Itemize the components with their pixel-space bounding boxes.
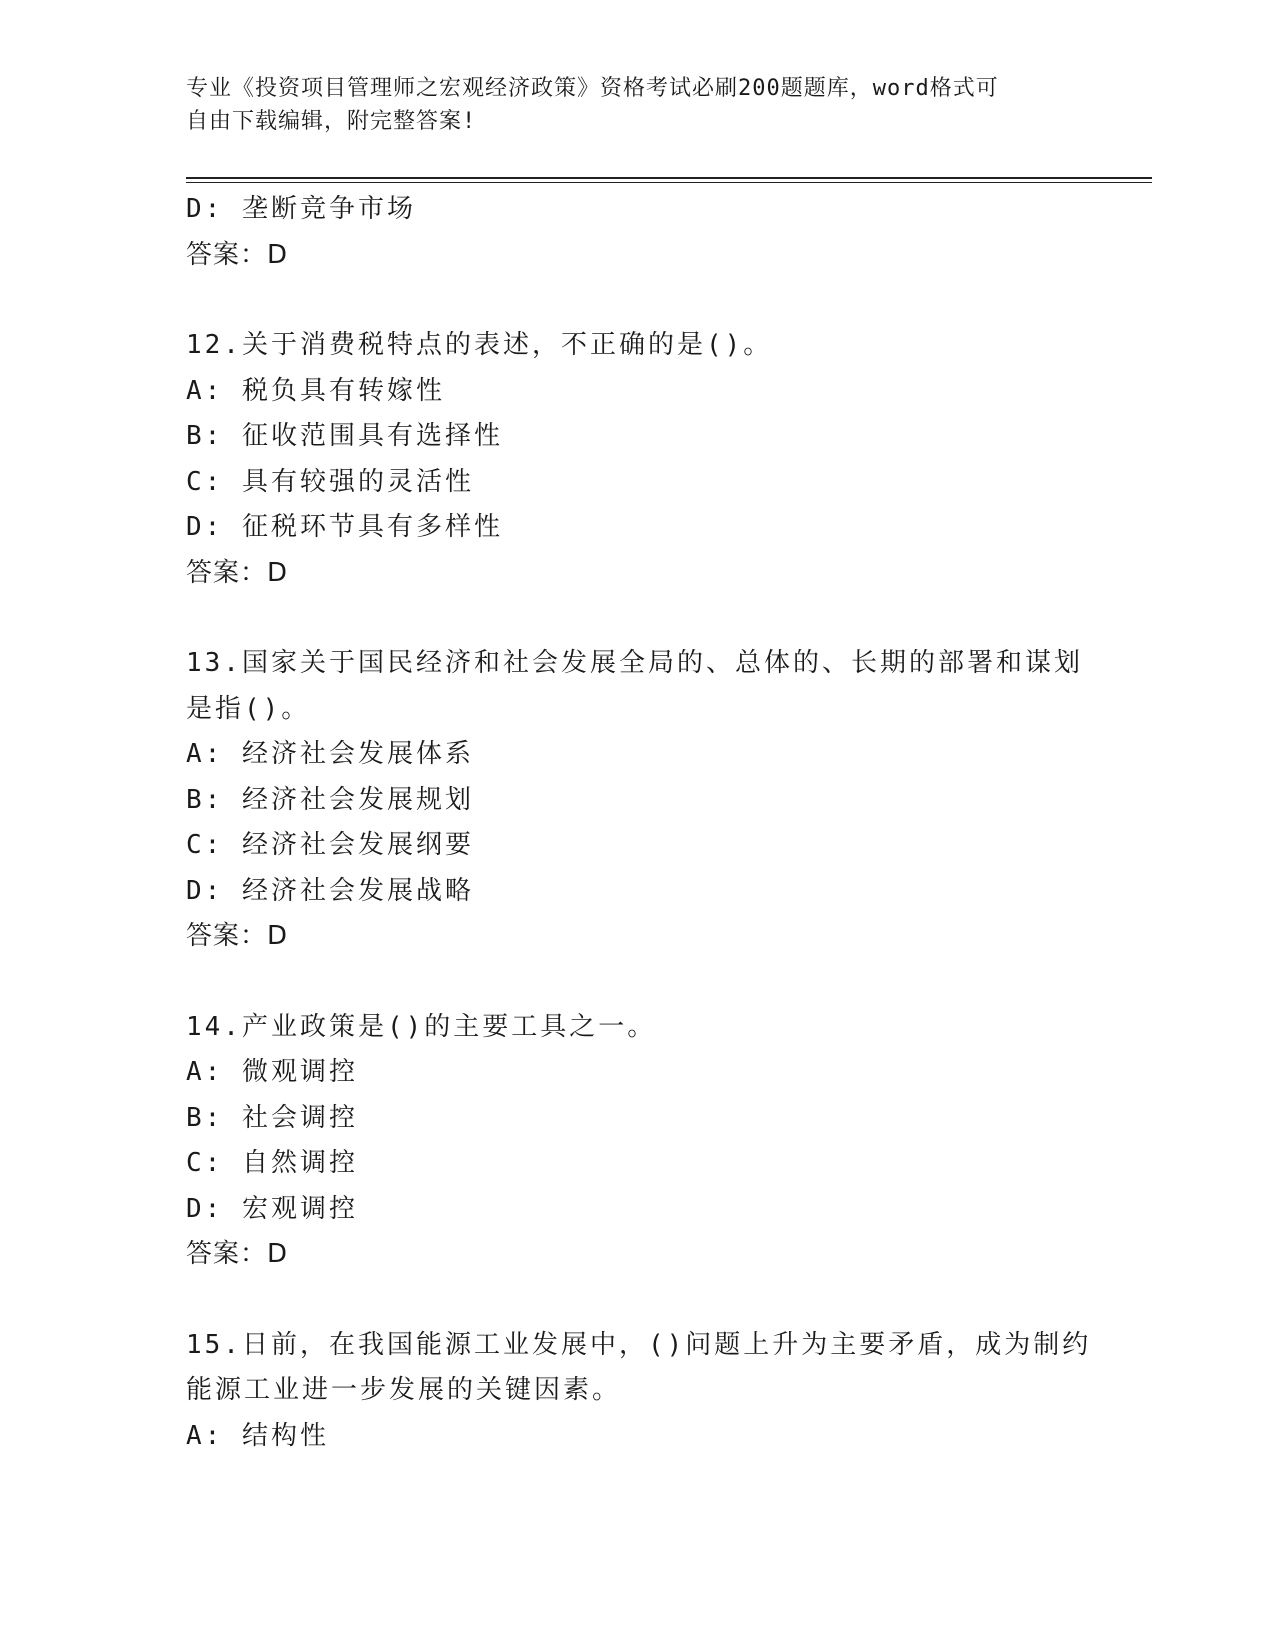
document-header [186, 72, 1086, 138]
question-13 [186, 641, 1106, 960]
question-list [186, 187, 1106, 1459]
option-b: B: 经济社会发展规划 [186, 784, 474, 815]
option-b: B: 社会调控 [186, 1102, 358, 1133]
question-stem-line-2: 能源工业进一步发展的关键因素。 [186, 1375, 622, 1405]
option-c: C: 具有较强的灵活性 [186, 466, 474, 497]
option-a: A: 税负具有转嫁性 [186, 375, 445, 406]
header-rule-thin [186, 182, 1152, 183]
question-stem: 14.产业政策是()的主要工具之一。 [186, 1011, 657, 1042]
spacer [186, 960, 1106, 1005]
spacer [186, 596, 1106, 641]
question-stem-line-2: 是指()。 [186, 693, 311, 724]
question-12 [186, 323, 1106, 596]
header-line-2: 自由下载编辑，附完整答案! [186, 109, 477, 134]
option-a: A: 微观调控 [186, 1057, 358, 1087]
header-rule-thick [186, 177, 1152, 179]
header-line-1: 专业《投资项目管理师之宏观经济政策》资格考试必刷200题题库，word格式可 [186, 76, 999, 101]
option-a: A: 结构性 [186, 1420, 329, 1451]
answer: 答案：D [186, 557, 289, 588]
question-14 [186, 1005, 1106, 1278]
answer: 答案：D [186, 921, 289, 951]
question-stem-line-1: 15.日前，在我国能源工业发展中，()问题上升为主要矛盾，成为制约 [186, 1329, 1092, 1360]
prev-option-d: D: 垄断竞争市场 [186, 194, 416, 224]
question-15 [186, 1323, 1106, 1460]
option-d: D: 宏观调控 [186, 1193, 358, 1224]
spacer [186, 1278, 1106, 1323]
spacer [186, 278, 1106, 323]
option-c: C: 经济社会发展纲要 [186, 830, 474, 860]
prev-answer: 答案：D [186, 239, 289, 270]
question-stem: 12.关于消费税特点的表述，不正确的是()。 [186, 330, 773, 360]
option-d: D: 经济社会发展战略 [186, 875, 474, 906]
option-d: D: 征税环节具有多样性 [186, 512, 503, 542]
option-c: C: 自然调控 [186, 1148, 358, 1178]
option-a: A: 经济社会发展体系 [186, 739, 474, 769]
option-b: B: 征收范围具有选择性 [186, 421, 503, 451]
question-stem-line-1: 13.国家关于国民经济和社会发展全局的、总体的、长期的部署和谋划 [186, 648, 1083, 678]
answer: 答案：D [186, 1239, 289, 1269]
